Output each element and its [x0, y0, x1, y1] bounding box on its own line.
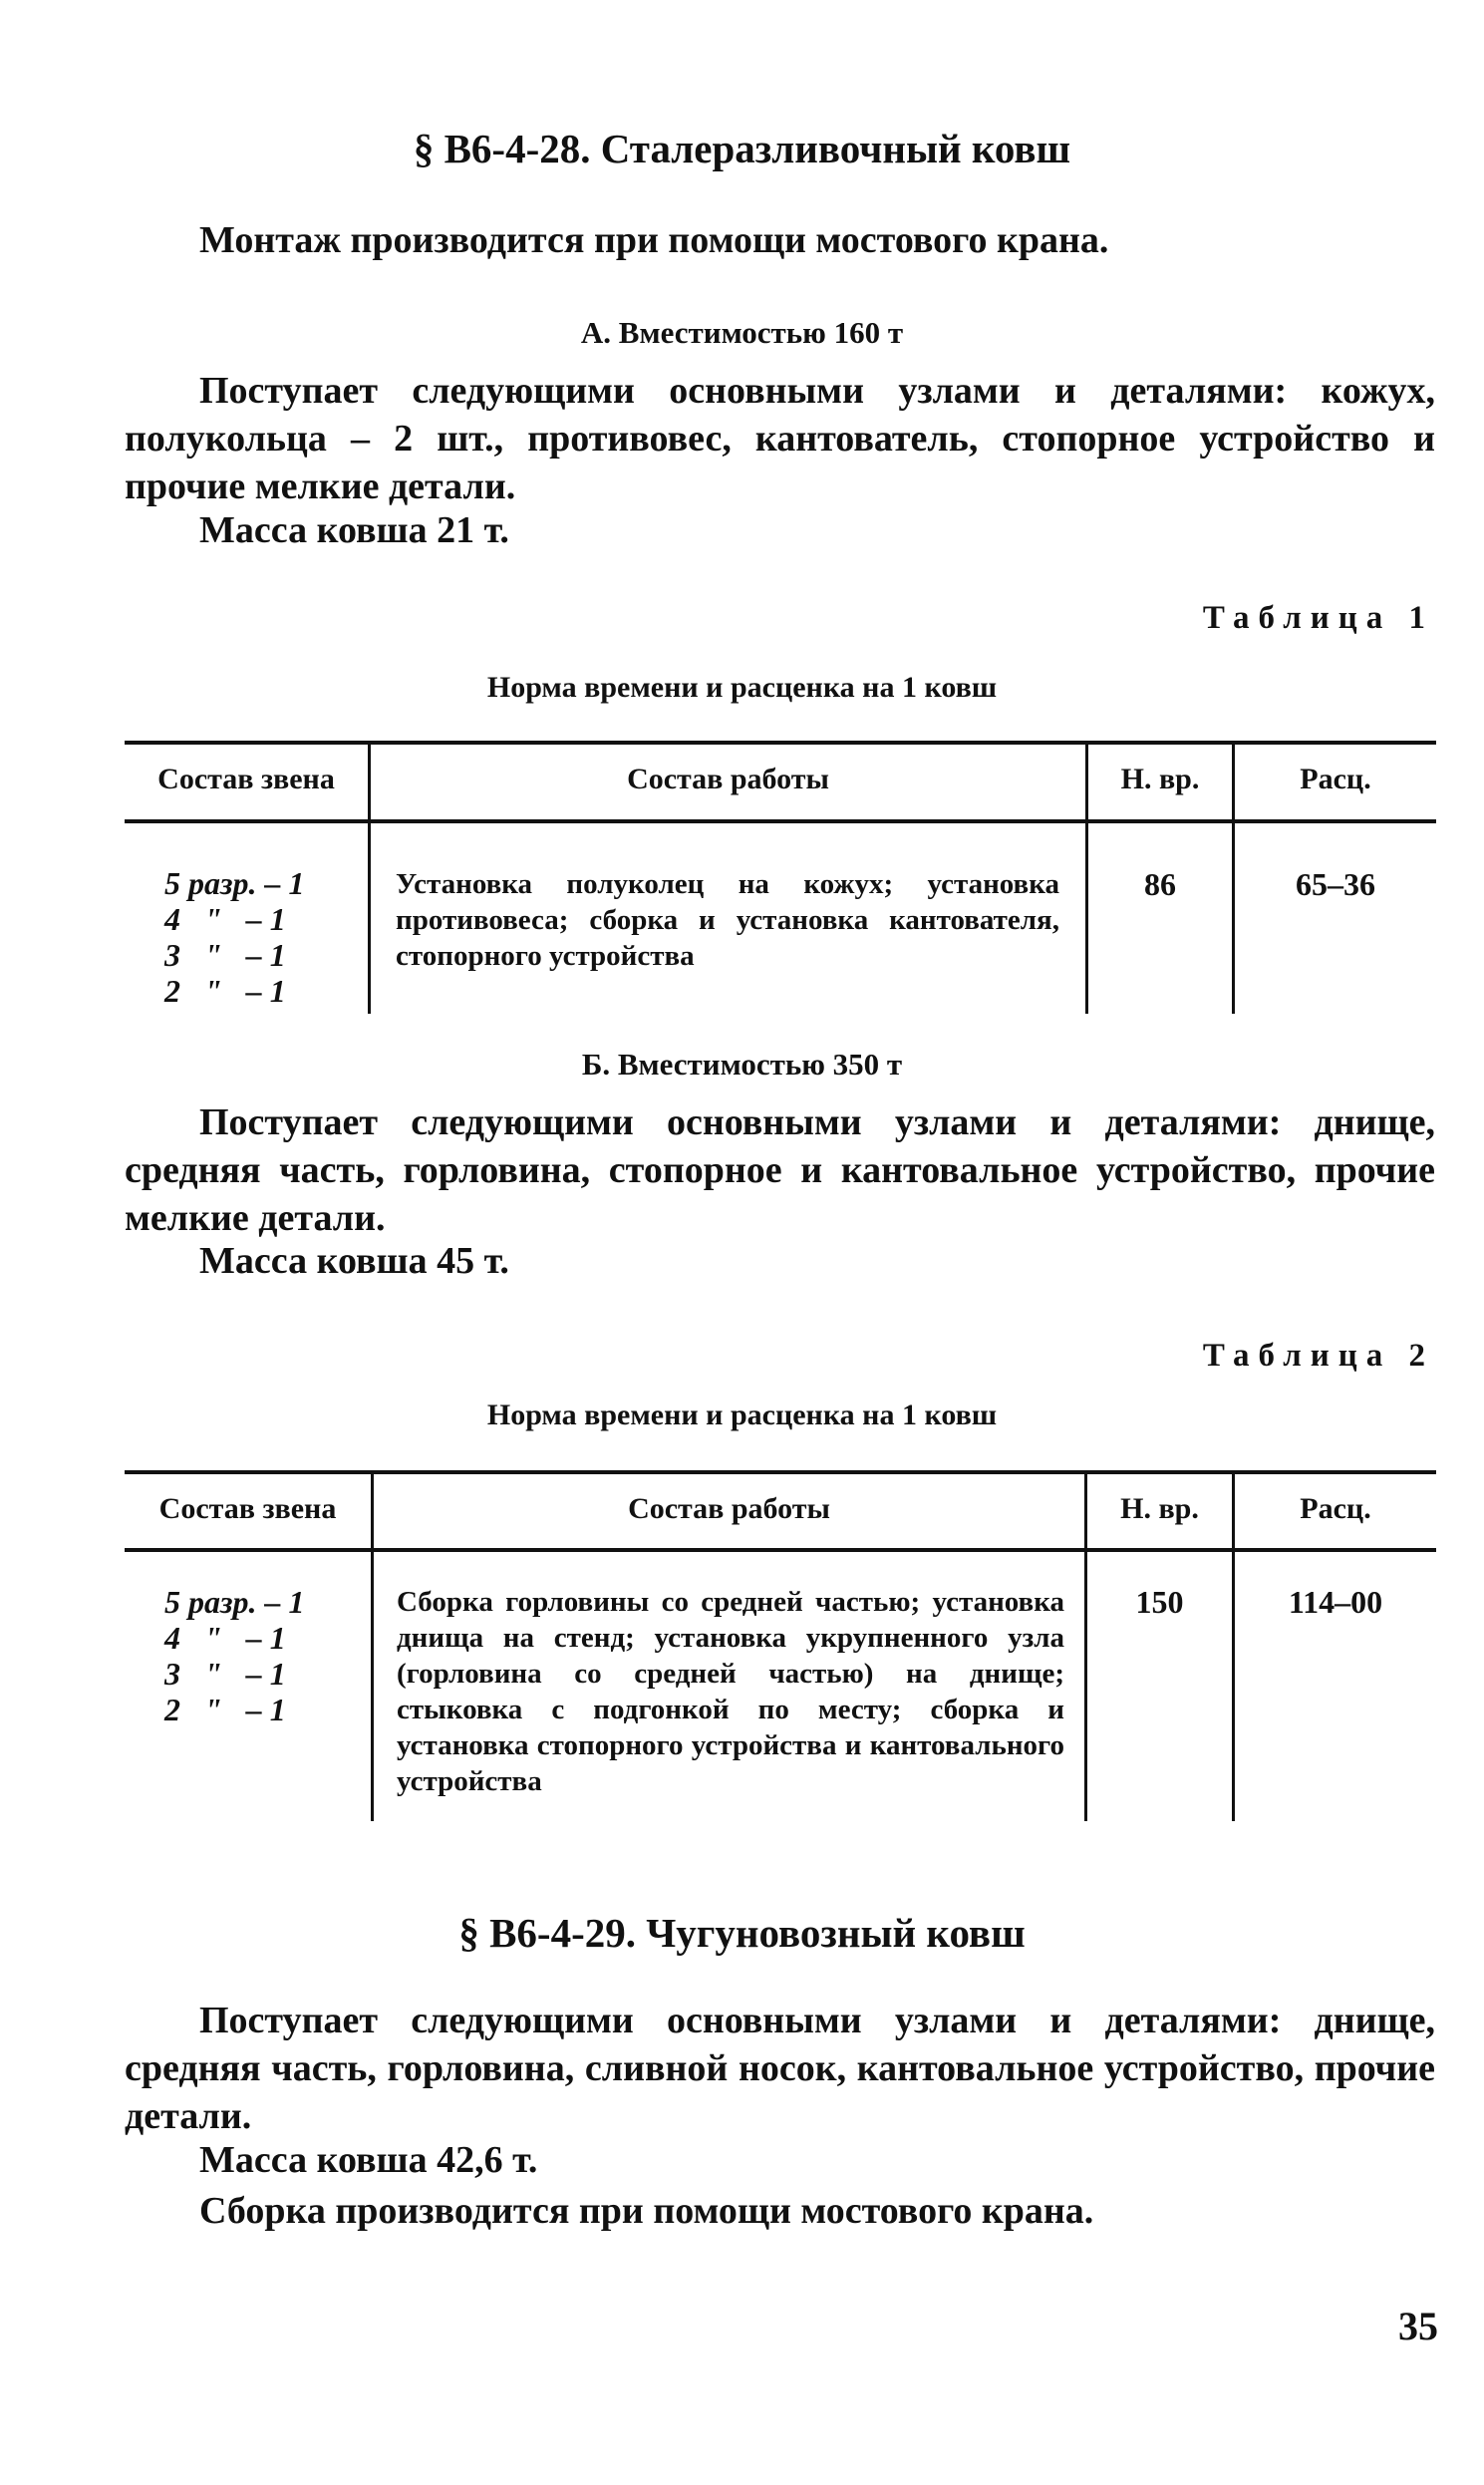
table-2-header-price: Расц. — [1300, 1492, 1371, 1525]
paragraph-c-text: Поступает следующими основными узлами и деталями: днище, средняя часть, горловина, сливной носок, кантовальное устройство, прочие детали. — [125, 2000, 1435, 2137]
paragraph-a — [125, 367, 1435, 510]
crew-line: 4 " – 1 — [164, 901, 286, 937]
subheading-b: Б. Вместимостью 350 т — [581, 1047, 903, 1082]
paragraph-b — [125, 1098, 1435, 1242]
subheading-a: А. Вместимостью 160 т — [580, 315, 904, 350]
table-2 — [125, 1470, 1436, 1821]
table-1-norm: 86 — [1144, 866, 1176, 902]
table-1-header-norm: Н. вр. — [1120, 763, 1200, 795]
table-1-price: 65–36 — [1296, 866, 1375, 902]
assembly-note: Сборка производится при помощи мостового крана. — [199, 2190, 1094, 2232]
table-2-price: 114–00 — [1288, 1584, 1383, 1620]
table-2-label: Таблица 2 — [1202, 1338, 1434, 1374]
table-2-title: Норма времени и расценка на 1 ковш — [486, 1398, 998, 1431]
table-2-work: Сборка горловины со средней частью; установка днища на стенд; установка укрупненного узла (горловина со средней частью) на днище; стыковка с подгонкой по месту; сборка и установка стопорного устройства и кантовального устройства — [397, 1586, 1064, 1797]
crew-line: 2 " – 1 — [164, 1692, 286, 1727]
table-2-header-norm: Н. вр. — [1120, 1492, 1199, 1525]
crew-line: 3 " – 1 — [164, 1656, 286, 1692]
crew-line: 4 " – 1 — [164, 1620, 286, 1656]
table-1-header-price: Расц. — [1300, 763, 1371, 795]
mass-c: Масса ковша 42,6 т. — [199, 2139, 538, 2181]
crew-line: 3 " – 1 — [164, 937, 286, 973]
table-1-title: Норма времени и расценка на 1 ковш — [486, 671, 998, 704]
page-number: 35 — [1398, 2304, 1438, 2348]
section-heading-b6-4-28: § В6-4-28. Сталеразливочный ковш — [413, 126, 1071, 171]
table-1-header-rule — [125, 819, 1436, 823]
crew-line: 2 " – 1 — [164, 973, 286, 1009]
mass-b: Масса ковша 45 т. — [199, 1240, 509, 1282]
crew-line: 5 разр. – 1 — [164, 865, 305, 901]
intro-text: Монтаж производится при помощи мостового крана. — [199, 219, 1109, 261]
section-heading-b6-4-29: § В6-4-29. Чугуновозный ковш — [458, 1910, 1026, 1956]
table-2-header-crew: Состав звена — [158, 1492, 337, 1525]
table-2-norm: 150 — [1135, 1584, 1184, 1620]
paragraph-b-text: Поступает следующими основными узлами и деталями: днище, средняя часть, горловина, стопорное и кантовальное устройство, прочие мелкие детали. — [125, 1101, 1435, 1239]
table-1-label: Таблица 1 — [1202, 600, 1434, 636]
table-1-crew — [164, 865, 304, 1009]
table-2-header-work: Состав работы — [628, 1492, 830, 1525]
table-1-work: Установка полуколец на кожух; установка противовеса; сборка и установка кантователя, стопорного устройства — [396, 868, 1059, 972]
paragraph-a-text: Поступает следующими основными узлами и деталями: кожух, полукольца – 2 шт., противовес, кантователь, стопорное устройство и прочие мелкие детали. — [125, 370, 1435, 507]
table-1-top-rule — [125, 741, 1436, 745]
table-2-top-rule — [125, 1470, 1436, 1474]
table-1-header-work: Состав работы — [627, 763, 829, 795]
table-1 — [125, 741, 1436, 1015]
table-2-header-rule — [125, 1548, 1436, 1552]
crew-line: 5 разр. – 1 — [164, 1584, 305, 1620]
table-2-crew — [164, 1584, 304, 1727]
paragraph-c — [125, 1997, 1435, 2140]
mass-a: Масса ковша 21 т. — [199, 509, 509, 551]
table-1-header-crew: Состав звена — [157, 763, 335, 795]
